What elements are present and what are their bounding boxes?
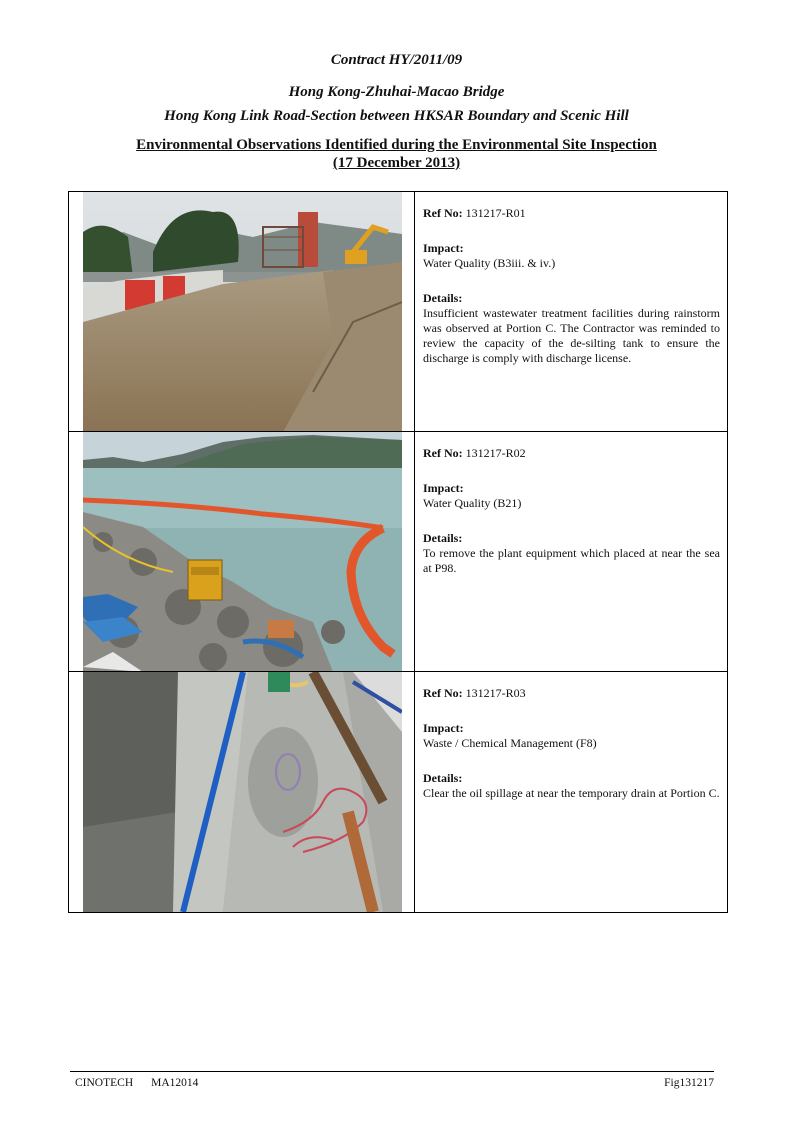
details-label: Details:	[423, 531, 463, 545]
ref-line	[423, 686, 720, 701]
ref-value: 131217-R01	[465, 206, 526, 220]
details-value: Insufficient wastewater treatment facilities during rainstorm was observed at Portion C. The Contractor was reminded to review the capacity of the de-silting tank to ensure the discharge is comply with discharge license.	[423, 306, 720, 365]
site-photo-flooded-road	[83, 192, 402, 431]
site-photo-oil-spill-drain	[83, 672, 402, 912]
photo-cell	[69, 672, 415, 912]
ref-label: Ref No:	[423, 446, 463, 460]
details-value: To remove the plant equipment which placed at near the sea at P98.	[423, 546, 720, 575]
report-date: (17 December 2013)	[332, 155, 461, 171]
ref-value: 131217-R03	[465, 686, 526, 700]
details-label: Details:	[423, 771, 463, 785]
observation-row	[69, 192, 727, 432]
observation-row	[69, 672, 727, 912]
observation-text	[415, 432, 727, 671]
ref-line	[423, 206, 720, 221]
project-name: Hong Kong-Zhuhai-Macao Bridge	[288, 84, 505, 100]
observation-text	[415, 192, 727, 431]
impact-value: Waste / Chemical Management (F8)	[423, 736, 597, 750]
details-label: Details:	[423, 291, 463, 305]
impact-block	[423, 241, 720, 271]
figure-number: Fig131217	[664, 1077, 714, 1089]
impact-block	[423, 481, 720, 511]
details-block	[423, 291, 720, 366]
impact-label: Impact:	[423, 721, 464, 735]
document-number: MA12014	[151, 1077, 199, 1089]
ref-label: Ref No:	[423, 686, 463, 700]
impact-label: Impact:	[423, 241, 464, 255]
contract-number: Contract HY/2011/09	[330, 52, 463, 68]
photo-cell	[69, 192, 415, 431]
footer-left	[75, 1077, 216, 1089]
observations-table	[68, 191, 728, 913]
photo-cell	[69, 432, 415, 671]
site-photo-shoreline-pump	[83, 432, 402, 671]
impact-block	[423, 721, 720, 751]
impact-label: Impact:	[423, 481, 464, 495]
ref-value: 131217-R02	[465, 446, 526, 460]
company-name: CINOTECH	[75, 1077, 134, 1089]
observation-text	[415, 672, 727, 912]
ref-line	[423, 446, 720, 461]
ref-label: Ref No:	[423, 206, 463, 220]
details-block	[423, 531, 720, 576]
impact-value: Water Quality (B21)	[423, 496, 522, 510]
footer-divider	[70, 1071, 714, 1072]
impact-value: Water Quality (B3iii. & iv.)	[423, 256, 556, 270]
observation-row	[69, 432, 727, 672]
report-title: Environmental Observations Identified during the Environmental Site Inspection	[136, 137, 657, 153]
details-value: Clear the oil spillage at near the temporary drain at Portion C.	[423, 786, 720, 800]
details-block	[423, 771, 720, 801]
section-name: Hong Kong Link Road-Section between HKSAR Boundary and Scenic Hill	[164, 108, 629, 124]
